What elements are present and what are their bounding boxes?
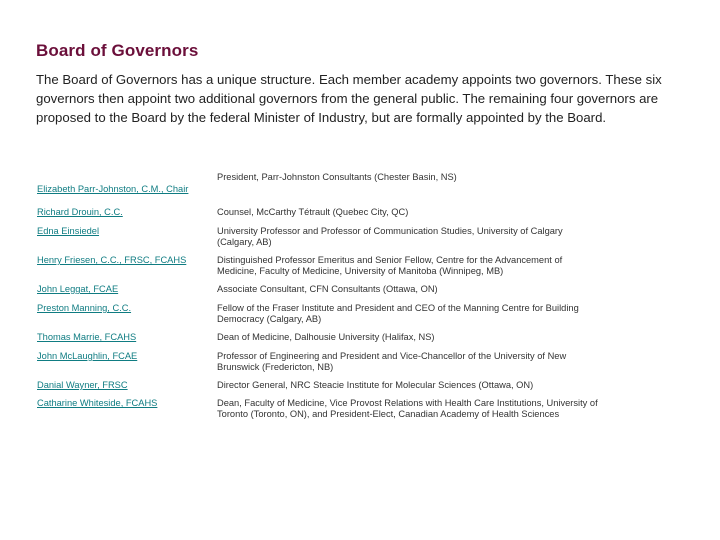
governor-name-link[interactable]: John Leggat, FCAE — [37, 284, 119, 294]
governor-name-link[interactable]: Henry Friesen, C.C., FRSC, FCAHS — [37, 255, 187, 265]
governor-role: Fellow of the Fraser Institute and President and CEO of the Manning Centre for Building Democracy (Calgary, AB) — [217, 303, 579, 324]
governor-role: President, Parr-Johnston Consultants (Chester Basin, NS) — [217, 172, 457, 182]
governor-name-link[interactable]: Edna Einsiedel — [37, 226, 100, 236]
governor-role: Dean, Faculty of Medicine, Vice Provost Relations with Health Care Institutions, University of Toronto (Toronto, ON), and President-Elect, Canadian Academy of Health Sciences — [217, 398, 598, 419]
governor-role: Director General, NRC Steacie Institute for Molecular Sciences (Ottawa, ON) — [217, 380, 534, 390]
governor-role: University Professor and Professor of Communication Studies, University of Calgary (Calgary, AB) — [217, 226, 563, 247]
governor-role: Professor of Engineering and President and Vice-Chancellor of the University of New Brunswick (Fredericton, NB) — [217, 351, 567, 372]
governor-name-link[interactable]: John McLaughlin, FCAE — [37, 351, 138, 361]
page-title: Board of Governors — [36, 41, 199, 60]
governor-role: Distinguished Professor Emeritus and Senior Fellow, Centre for the Advancement of Medicine, Faculty of Medicine, University of Manitoba (Winnipeg, MB) — [217, 255, 563, 276]
intro-paragraph: The Board of Governors has a unique structure. Each member academy appoints two governors. These six governors then appoint two additional governors from the general public. The remaining four governors are proposed to the Board by the federal Minister of Industry, but are formally appointed by the Board. — [36, 72, 662, 125]
governor-role: Counsel, McCarthy Tétrault (Quebec City, QC) — [217, 207, 409, 217]
governor-role: Dean of Medicine, Dalhousie University (Halifax, NS) — [217, 332, 435, 342]
governor-role: Associate Consultant, CFN Consultants (Ottawa, ON) — [217, 284, 438, 294]
governor-name-link[interactable]: Elizabeth Parr-Johnston, C.M., Chair — [37, 184, 189, 194]
governor-name-link[interactable]: Danial Wayner, FRSC — [37, 380, 128, 390]
governor-name-link[interactable]: Preston Manning, C.C. — [37, 303, 132, 313]
governor-name-link[interactable]: Richard Drouin, C.C. — [37, 207, 123, 217]
governor-name-link[interactable]: Thomas Marrie, FCAHS — [37, 332, 137, 342]
governor-name-link[interactable]: Catharine Whiteside, FCAHS — [37, 398, 158, 408]
